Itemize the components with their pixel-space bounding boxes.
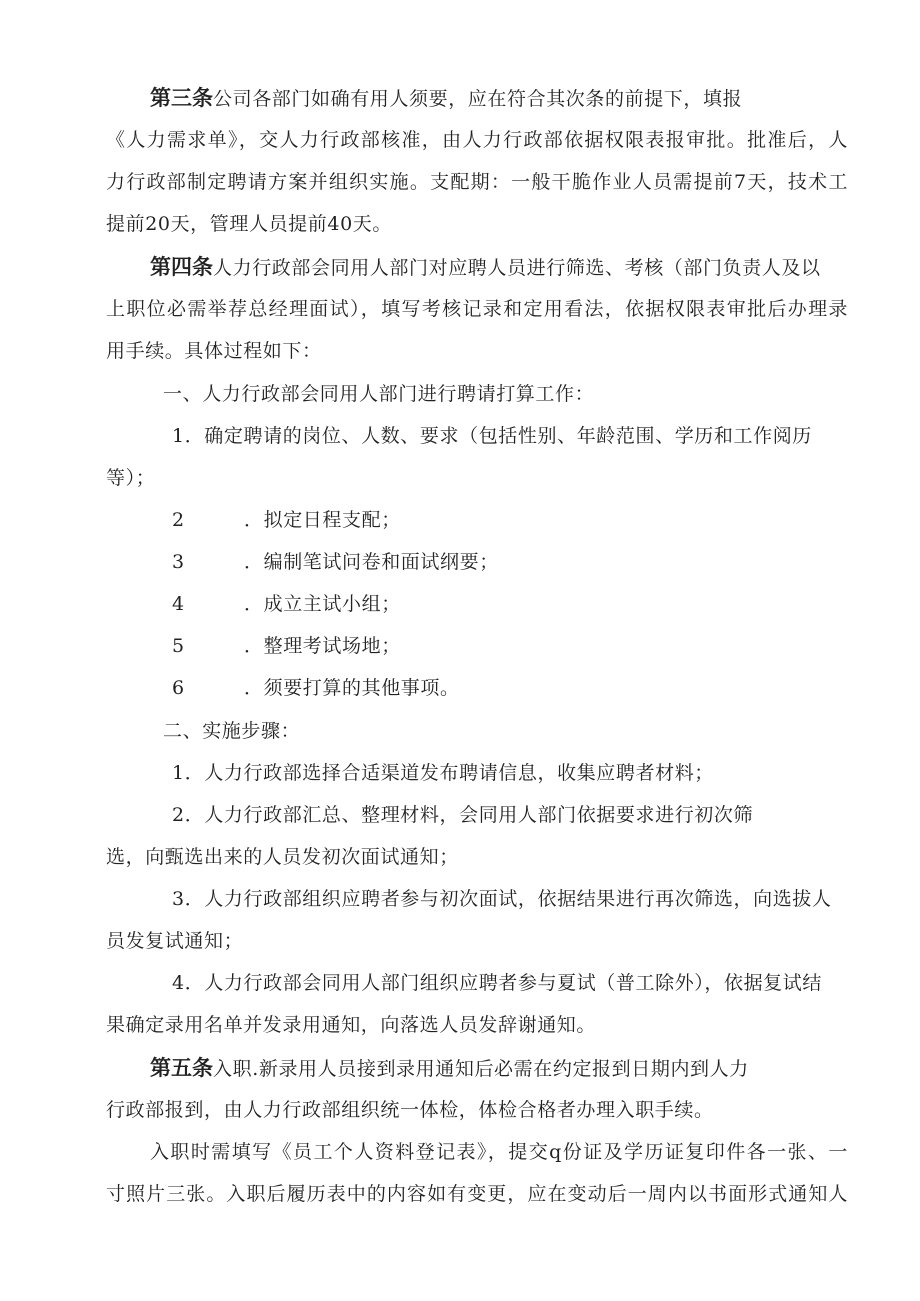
- section-2-step-2-line-1: 2．人力行政部汇总、整理材料，会同用人部门依据要求进行初次筛: [172, 804, 754, 826]
- article-5-line-3: 入职时需填写《员工个人资料登记表》，提交q份证及学历证复印件各一张、一: [150, 1141, 848, 1163]
- item-text: ．整理考试场地；: [244, 635, 401, 657]
- article-5-title: 第五条: [150, 1056, 213, 1080]
- item-number: 3: [172, 551, 185, 573]
- item-text: ．成立主试小组；: [244, 593, 401, 615]
- article-4-line-2: 上职位必需举荐总经理面试），填写考核记录和定用看法，依据权限表审批后办理录: [106, 298, 848, 320]
- section-1-item-1-line-1: 1．确定聘请的岗位、人数、要求（包括性别、年龄范围、学历和工作阅历: [172, 425, 812, 447]
- article-5-line-4: 寸照片三张。入职后履历表中的内容如有变更，应在变动后一周内以书面形式通知人: [106, 1183, 848, 1205]
- article-5-line-2: 行政部报到，由人力行政部组织统一体检，体检合格者办理入职手续。: [106, 1099, 714, 1121]
- article-3-line-1: [150, 84, 742, 113]
- section-2-step-3-line-1: 3．人力行政部组织应聘者参与初次面试，依据结果进行再次筛选，向选拔人: [172, 888, 832, 910]
- section-2-heading: 二、实施步骤：: [163, 720, 301, 742]
- article-4-line-3: 用手续。具体过程如下：: [106, 340, 322, 362]
- item-number: 5: [172, 635, 185, 657]
- section-1-heading: 一、人力行政部会同用人部门进行聘请打算工作：: [163, 383, 595, 405]
- section-2-step-1: 1．人力行政部选择合适渠道发布聘请信息，收集应聘者材料；: [172, 762, 714, 784]
- article-3-line-3: 力行政部制定聘请方案并组织实施。支配期：一般干脆作业人员需提前7天，技术工: [106, 171, 848, 193]
- item-number: 4: [172, 593, 185, 615]
- article-3-title: 第三条: [150, 86, 213, 110]
- article-4-text-1: 人力行政部会同用人部门对应聘人员进行筛选、考核（部门负责人及以: [213, 257, 821, 279]
- item-text: ．须要打算的其他事项。: [244, 677, 460, 699]
- item-text: ．拟定日程支配；: [244, 509, 401, 531]
- section-2-step-4-line-1: 4．人力行政部会同用人部门组织应聘者参与夏试（普工除外），依据复试结: [172, 972, 822, 994]
- article-3-line-2: 《人力需求单》，交人力行政部核准，由人力行政部依据权限表报审批。批准后，人: [106, 129, 848, 151]
- article-4-title: 第四条: [150, 255, 213, 279]
- item-text: ．编制笔试问卷和面试纲要；: [244, 551, 499, 573]
- section-2-step-2-line-2: 选，向甄选出来的人员发初次面试通知；: [106, 846, 459, 868]
- article-5-line-1: [150, 1054, 749, 1083]
- item-number: 6: [172, 677, 185, 699]
- section-1-item-1-line-2: 等）；: [106, 467, 156, 489]
- section-2-step-3-line-2: 员发复试通知；: [106, 930, 244, 952]
- item-number: 2: [172, 509, 185, 531]
- article-3-text-1: 公司各部门如确有用人须要，应在符合其次条的前提下，填报: [213, 88, 743, 110]
- article-3-line-4: 提前20天，管理人员提前40天。: [106, 213, 392, 235]
- article-4-line-1: [150, 253, 821, 282]
- article-5-text-1: 入职.新录用人员接到录用通知后必需在约定报到日期内到人力: [213, 1058, 749, 1080]
- section-2-step-4-line-2: 果确定录用名单并发录用通知，向落选人员发辞谢通知。: [106, 1014, 597, 1036]
